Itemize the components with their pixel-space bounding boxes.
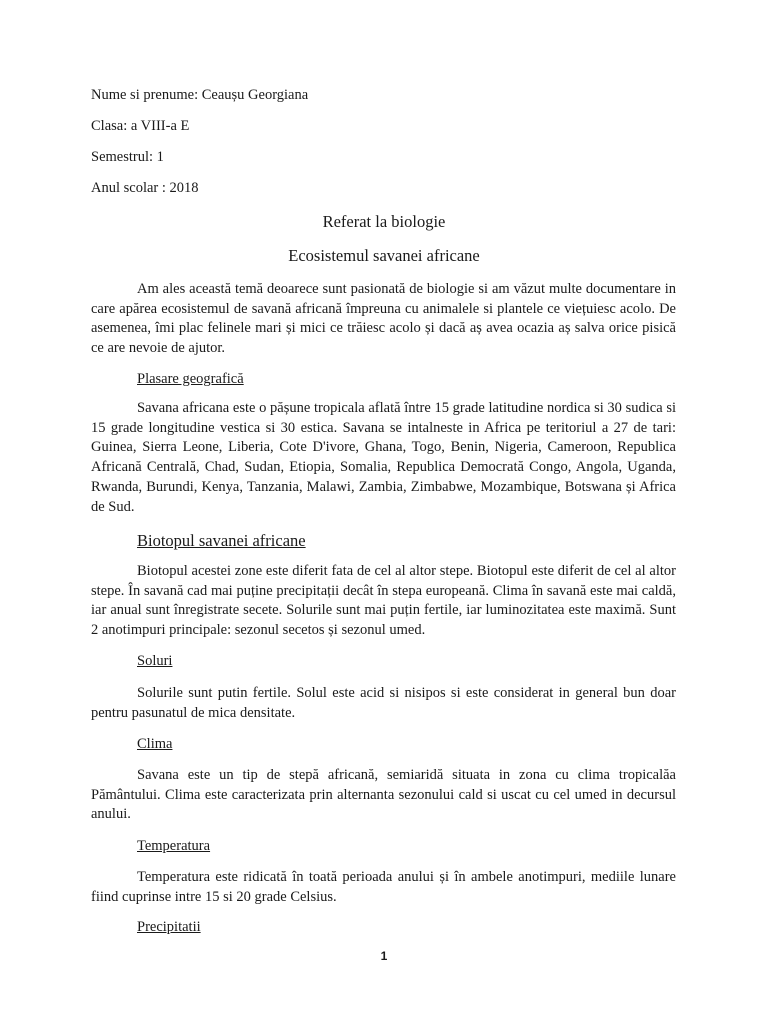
intro-paragraph: Am ales această temă deoarece sunt pasionată de biologie si am văzut multe documentare in care apărea ecosistemul de savană africană împreuna cu animalele si plantele ce viețuiesc acolo. De asemenea, îmi plac felinele mari și mici ce trăiesc acolo și dacă aș avea ocazia aș salva orice pisică ce are nevoie de ajutor.: [91, 281, 676, 357]
precipitation-heading: Precipitatii: [137, 919, 201, 935]
soil-heading: Soluri: [137, 653, 173, 669]
class-line: Clasa: a VIII-a E: [91, 118, 190, 134]
soil-paragraph: Solurile sunt putin fertile. Solul este acid si nisipos si este considerat in general bun doar pentru pasunatul de mica densitate.: [91, 685, 676, 721]
temperature-heading: Temperatura: [137, 838, 211, 854]
student-name-line: Nume si prenume: Ceaușu Georgiana: [91, 87, 309, 103]
document-subtitle: Ecosistemul savanei africane: [288, 246, 480, 265]
semester-line: Semestrul: 1: [91, 149, 164, 165]
school-year-line: Anul scolar : 2018: [91, 180, 199, 196]
biotop-heading: Biotopul savanei africane: [137, 531, 306, 550]
page-number: 1: [380, 949, 388, 963]
climate-paragraph: Savana este un tip de stepă africană, semiaridă situata in zona cu clima tropicalăa Pământului. Clima este caracterizata prin alternanta sezonului cald si uscat cu cel umed in decursul anului.: [91, 767, 676, 823]
document-title: Referat la biologie: [322, 212, 446, 231]
geo-paragraph: Savana africana este o pășune tropicala aflată între 15 grade latitudine nordica si 30 sudica si 15 grade longitudine vestica si 30 estica. Savana se intalneste in Africa pe teritoriul a 27 de tari: Guinea, Sierra Leone, Liberia, Cote D'ivore, Ghana, Togo, Benin, Nigeria, Cameroon, Republica Africană Centrală, Chad, Sudan, Etiopia, Somalia, Republica Democrată Congo, Angola, Uganda, Rwanda, Burundi, Kenya, Tanzania, Malawi, Zambia, Zimbabwe, Mozambique, Botswana și Africa de Sud.: [91, 400, 676, 515]
geo-heading: Plasare geografică: [137, 371, 244, 387]
biotop-paragraph: Biotopul acestei zone este diferit fata de cel al altor stepe. Biotopul este diferit de cel al altor stepe. În savană cad mai puține precipitații decât în stepa europeană. Clima în savană este mai caldă, iar anual sunt înregistrate secete. Solurile sunt mai puțin fertile, iar luminozitatea este maximă. Sunt 2 anotimpuri principale: sezonul secetos și sezonul umed.: [91, 563, 676, 639]
climate-heading: Clima: [137, 736, 173, 752]
temperature-paragraph: Temperatura este ridicată în toată perioada anului și în ambele anotimpuri, mediile lunare fiind cuprinse intre 15 si 20 grade Celsius.: [91, 869, 676, 905]
